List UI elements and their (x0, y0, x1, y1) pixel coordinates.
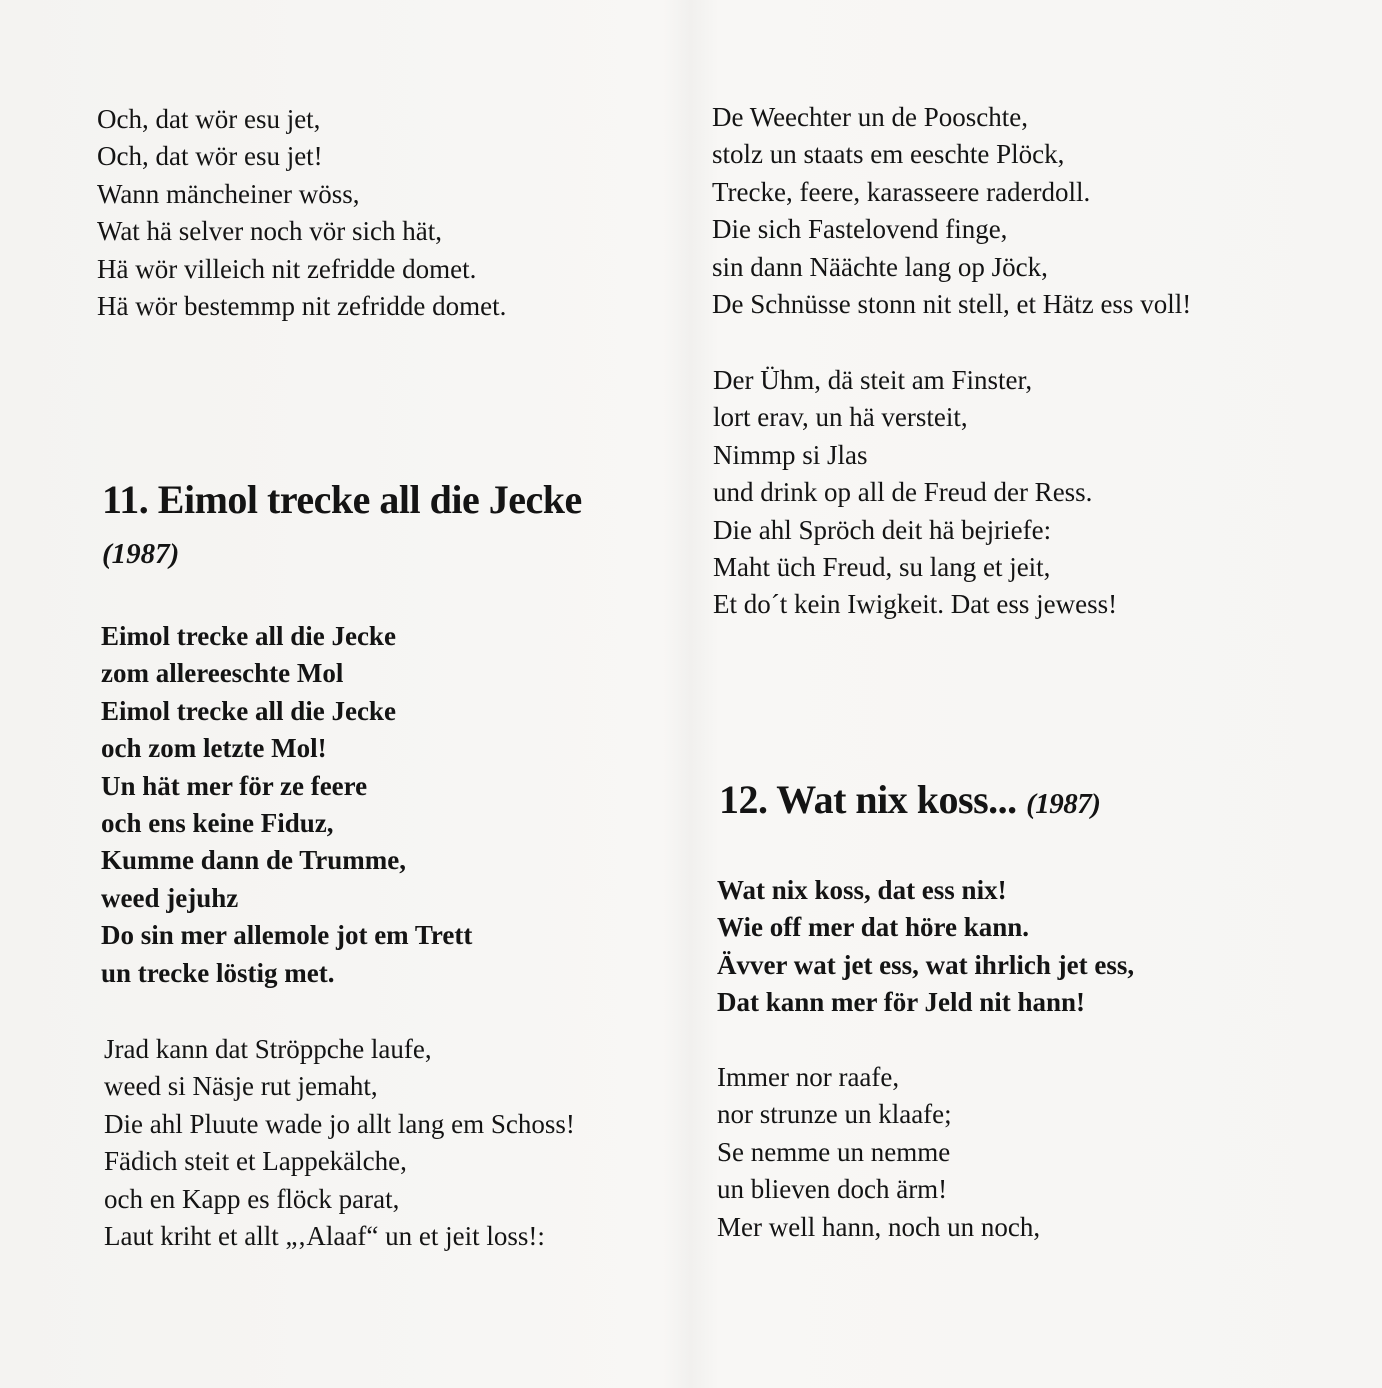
chorus-line: Wat nix koss, dat ess nix! (717, 875, 1007, 905)
stanza-line: Fädich steit et Lappekälche, (104, 1146, 407, 1177)
stanza-line: och en Kapp es flöck parat, (104, 1183, 400, 1214)
stanza-line: Die ahl Spröch deit hä bejriefe: (713, 514, 1052, 545)
stanza-line: Jrad kann dat Ströppche laufe, (104, 1034, 432, 1064)
song-12-chorus (717, 872, 1134, 1022)
stanza-line: Se nemme un nemme (717, 1136, 951, 1167)
chorus-line: Eimol trecke all die Jecke (101, 695, 396, 726)
stanza-line: nor strunze un klaafe; (717, 1099, 952, 1130)
stanza-line: Nimmp si Jlas (713, 439, 868, 470)
stanza-line: Die ahl Pluute wade jo allt lang em Schoss! (104, 1108, 575, 1139)
stanza-line: weed si Näsje rut jemaht, (104, 1071, 378, 1102)
chorus-line: Kumme dann de Trumme, (101, 845, 407, 876)
stanza-line: Och, dat wör esu jet! (97, 141, 323, 172)
song-11-verse-1 (104, 1031, 575, 1255)
stanza-ending-song10 (97, 101, 506, 325)
stanza-line: De Weechter un de Pooschte, (712, 102, 1028, 132)
song-11-chorus (101, 618, 472, 992)
stanza-line: Trecke, feere, karasseere raderdoll. (712, 176, 1091, 207)
chorus-line: Eimol trecke all die Jecke (101, 621, 396, 651)
chorus-line: och zom letzte Mol! (101, 733, 327, 764)
song-11-title: 11. Eimol trecke all die Jecke (102, 477, 582, 522)
song-11-year: (1987) (102, 538, 180, 570)
chorus-line: weed jejuhz (101, 882, 239, 913)
song-12-title-text: 12. Wat nix koss... (719, 777, 1017, 822)
stanza-line: Wat hä selver noch vör sich hät, (97, 216, 442, 247)
song-12-verse-1 (717, 1059, 1040, 1246)
stanza-line: und drink op all de Freud der Ress. (713, 477, 1093, 508)
stanza-line: Hä wör bestemmp nit zefridde domet. (97, 291, 507, 322)
stanza-line: Immer nor raafe, (717, 1062, 900, 1092)
chorus-line: Wie off mer dat höre kann. (717, 912, 1030, 943)
stanza-line: Och, dat wör esu jet, (97, 104, 321, 134)
chorus-line: Un hät mer för ze feere (101, 770, 368, 801)
stanza-line: Die sich Fastelovend finge, (712, 214, 1008, 245)
stanza-line: Der Ühm, dä steit am Finster, (713, 365, 1033, 395)
stanza-line: stolz un staats em eeschte Plöck, (712, 139, 1065, 170)
chorus-line: Ävver wat jet ess, wat ihrlich jet ess, (717, 949, 1135, 980)
stanza-line: Et do´t kein Iwigkeit. Dat ess jewess! (713, 589, 1118, 620)
stanza-line: sin dann Näächte lang op Jöck, (712, 251, 1048, 282)
stanza-line: Laut kriht et allt „‚Alaaf“ un et jeit loss!: (104, 1221, 545, 1252)
stanza-line: Mer well hann, noch un noch, (717, 1211, 1041, 1242)
stanza-line: De Schnüsse stonn nit stell, et Hätz ess voll! (712, 289, 1192, 320)
chorus-line: zom allereeschte Mol (101, 658, 344, 689)
stanza-line: lort erav, un hä versteit, (713, 402, 968, 433)
chorus-line: un trecke löstig met. (101, 957, 335, 988)
stanza-line: Wann mäncheiner wöss, (97, 178, 360, 209)
song-12-title (719, 776, 1100, 823)
song-11-verse-3 (713, 362, 1117, 624)
chorus-line: och ens keine Fiduz, (101, 808, 334, 839)
song-12-year: (1987) (1026, 788, 1101, 820)
song-11-verse-2 (712, 99, 1191, 323)
stanza-line: Maht üch Freud, su lang et jeit, (713, 552, 1051, 583)
stanza-line: un blieven doch ärm! (717, 1174, 948, 1205)
chorus-line: Dat kann mer för Jeld nit hann! (717, 987, 1086, 1018)
chorus-line: Do sin mer allemole jot em Trett (101, 920, 473, 951)
stanza-line: Hä wör villeich nit zefridde domet. (97, 253, 477, 284)
